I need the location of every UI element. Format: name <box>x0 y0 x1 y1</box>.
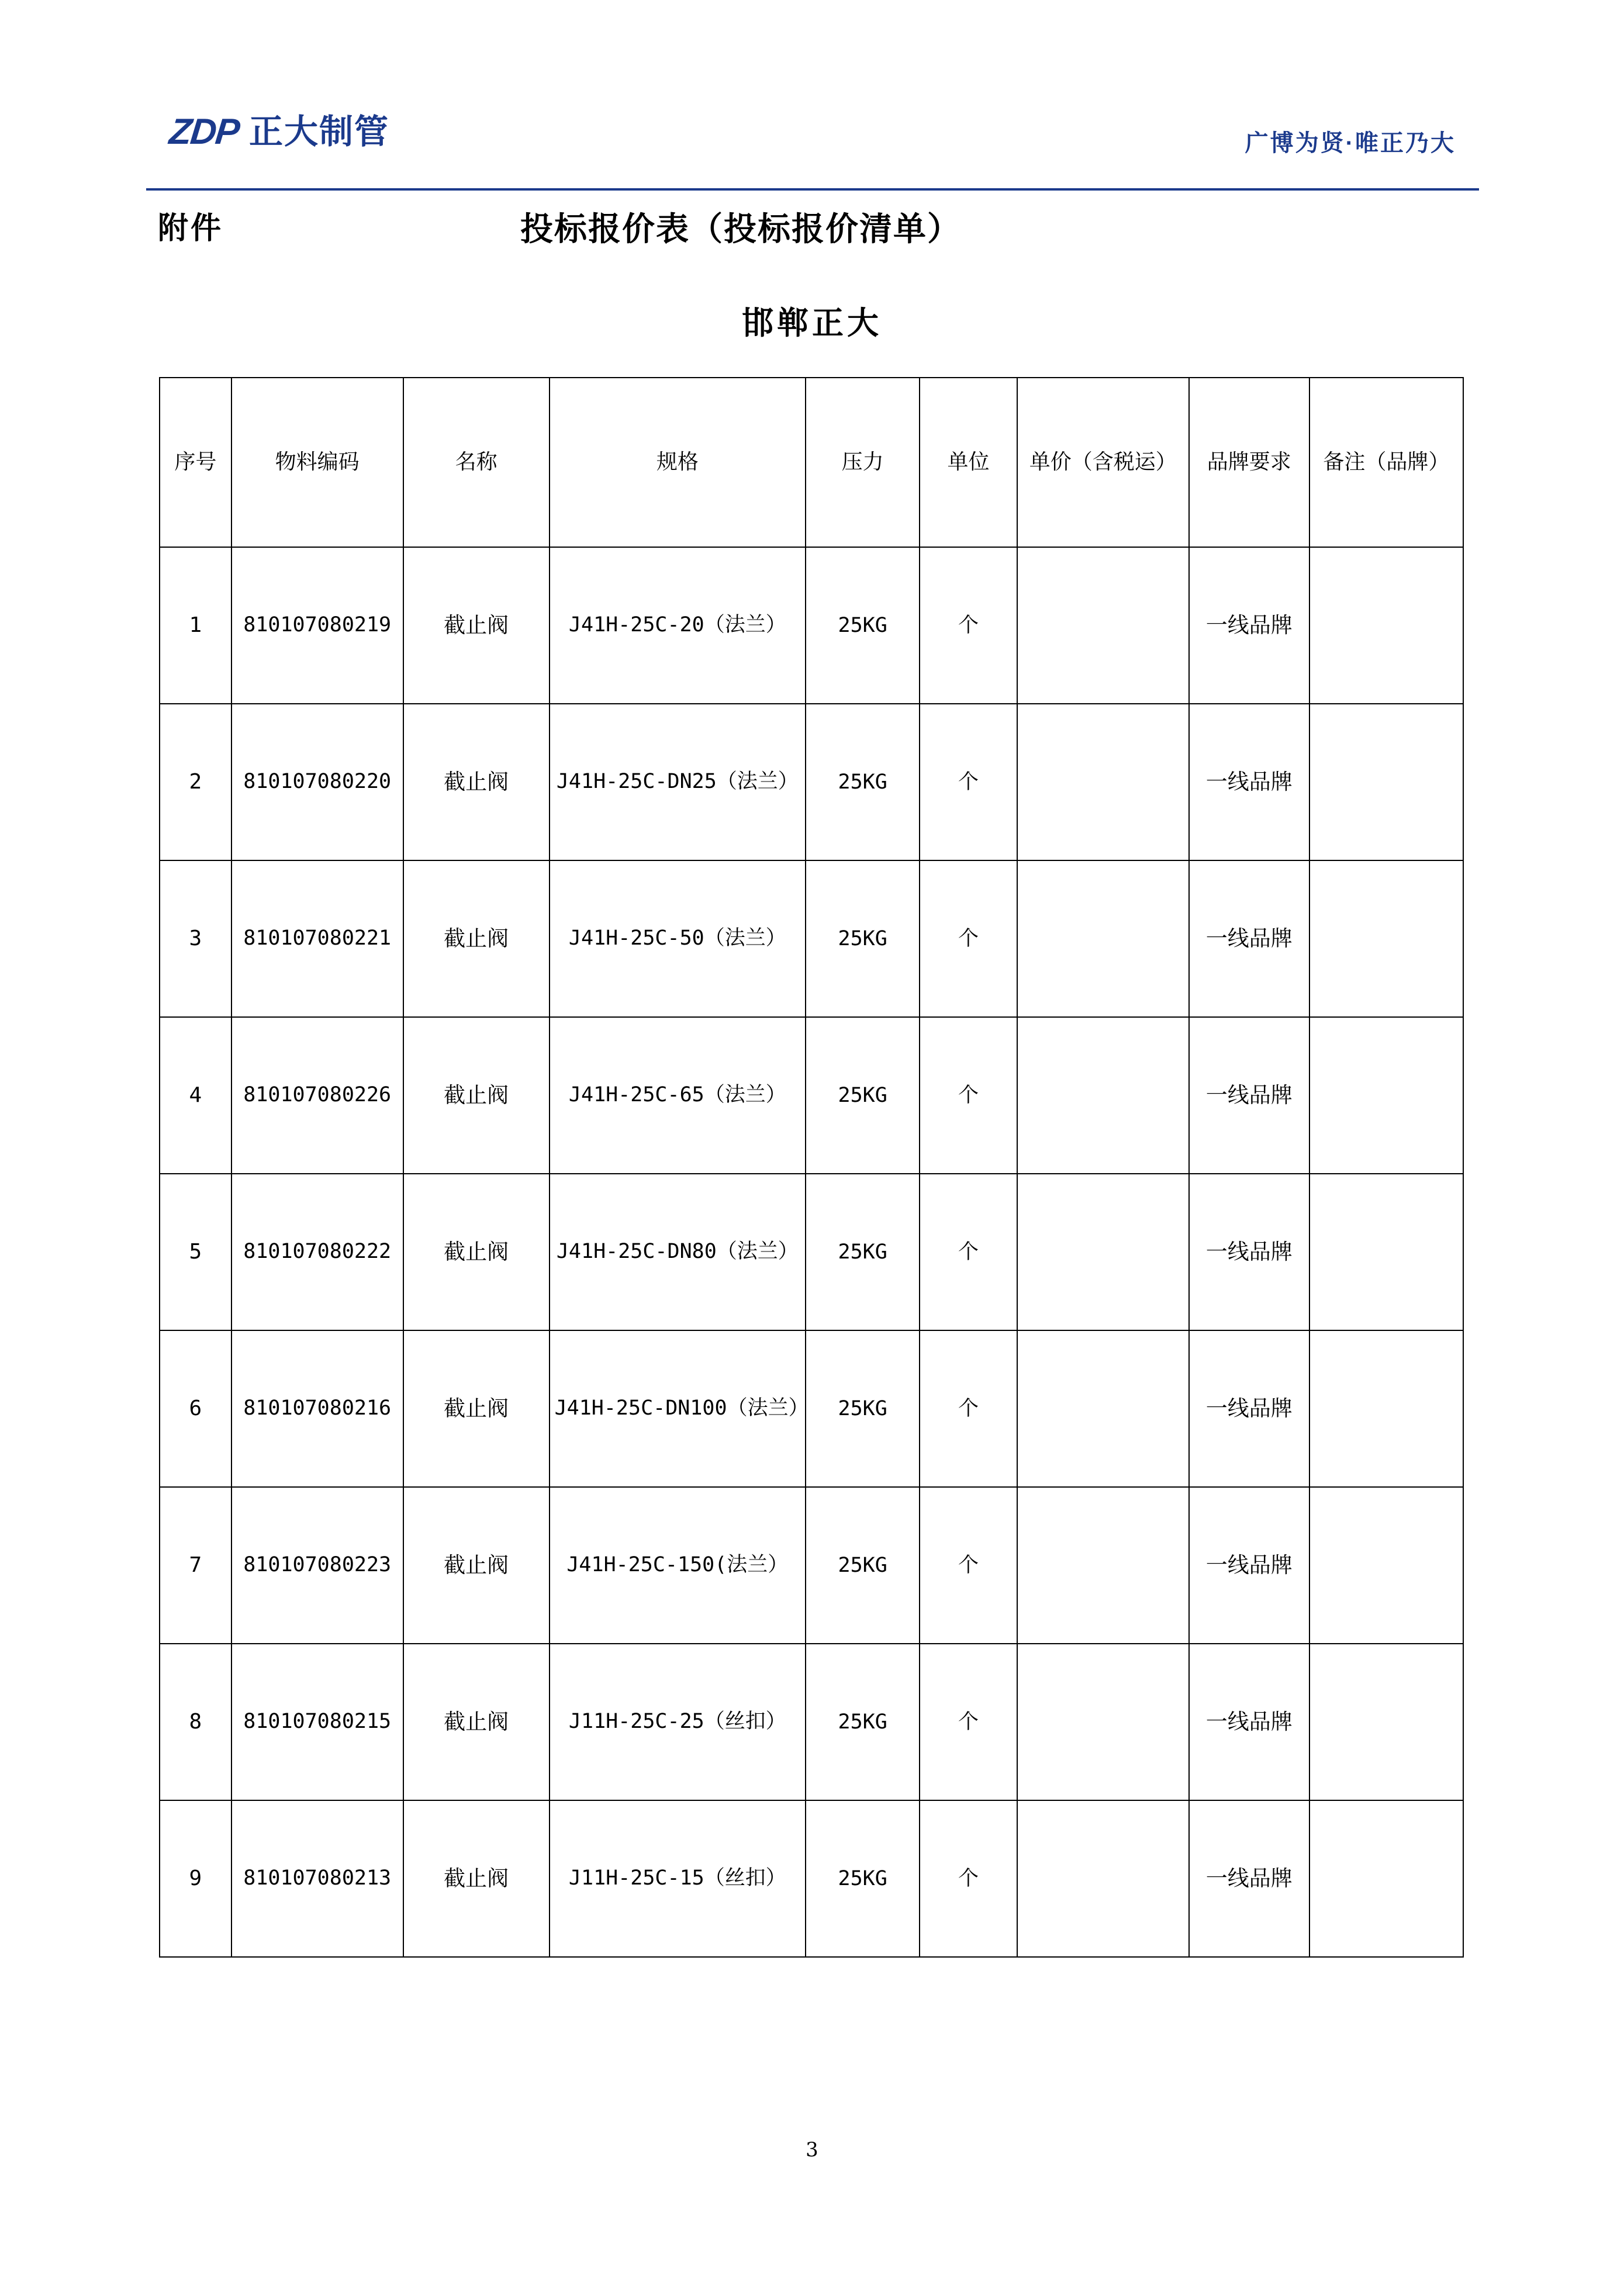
table-row <box>160 547 1463 704</box>
cell-brand-requirement: 一线品牌 <box>1189 1174 1309 1330</box>
cell-pressure: 25KG <box>806 1800 920 1957</box>
cell-brand-requirement: 一线品牌 <box>1189 1017 1309 1174</box>
cell-unit-price[interactable] <box>1017 1487 1189 1644</box>
table-row <box>160 1800 1463 1957</box>
company-logo <box>167 112 390 152</box>
cell-name: 截止阀 <box>403 1017 550 1174</box>
cell-spec: J11H-25C-25（丝扣） <box>550 1644 806 1800</box>
cell-name: 截止阀 <box>403 1174 550 1330</box>
header-index: 序号 <box>160 378 231 547</box>
cell-remark[interactable] <box>1309 704 1463 860</box>
cell-material-code: 810107080223 <box>231 1487 403 1644</box>
header-unit: 单位 <box>920 378 1017 547</box>
page-number: 3 <box>806 2138 818 2162</box>
cell-spec: J41H-25C-20（法兰） <box>550 547 806 704</box>
cell-remark[interactable] <box>1309 1330 1463 1487</box>
header-brand-requirement: 品牌要求 <box>1189 378 1309 547</box>
cell-brand-requirement: 一线品牌 <box>1189 704 1309 860</box>
table-row <box>160 1330 1463 1487</box>
logo-mark-zdp: ZDP <box>167 112 241 152</box>
header-pressure: 压力 <box>806 378 920 547</box>
bid-price-table <box>159 377 1464 1958</box>
cell-index: 6 <box>160 1330 231 1487</box>
table-row <box>160 1644 1463 1800</box>
cell-unit: 个 <box>920 1644 1017 1800</box>
cell-brand-requirement: 一线品牌 <box>1189 1330 1309 1487</box>
document-subtitle: 邯郸正大 <box>742 304 882 341</box>
cell-spec: J41H-25C-50（法兰） <box>550 860 806 1017</box>
cell-brand-requirement: 一线品牌 <box>1189 1644 1309 1800</box>
cell-name: 截止阀 <box>403 860 550 1017</box>
table-row <box>160 1017 1463 1174</box>
cell-unit: 个 <box>920 704 1017 860</box>
cell-unit: 个 <box>920 1017 1017 1174</box>
cell-spec: J41H-25C-DN25（法兰） <box>550 704 806 860</box>
cell-unit: 个 <box>920 1800 1017 1957</box>
cell-pressure: 25KG <box>806 1487 920 1644</box>
cell-material-code: 810107080220 <box>231 704 403 860</box>
cell-remark[interactable] <box>1309 1174 1463 1330</box>
cell-index: 4 <box>160 1017 231 1174</box>
cell-unit: 个 <box>920 1487 1017 1644</box>
cell-index: 2 <box>160 704 231 860</box>
cell-remark[interactable] <box>1309 1487 1463 1644</box>
cell-unit-price[interactable] <box>1017 704 1189 860</box>
cell-pressure: 25KG <box>806 860 920 1017</box>
page-title: 投标报价表（投标报价清单） <box>520 210 961 248</box>
header-material-code: 物料编码 <box>231 378 403 547</box>
attachment-label: 附件 <box>158 210 224 246</box>
cell-unit-price[interactable] <box>1017 1330 1189 1487</box>
cell-index: 5 <box>160 1174 231 1330</box>
cell-pressure: 25KG <box>806 704 920 860</box>
table-header <box>160 378 1463 547</box>
header-name: 名称 <box>403 378 550 547</box>
cell-unit: 个 <box>920 1330 1017 1487</box>
cell-index: 7 <box>160 1487 231 1644</box>
cell-remark[interactable] <box>1309 860 1463 1017</box>
cell-index: 3 <box>160 860 231 1017</box>
logo-company-name: 正大制管 <box>249 113 390 151</box>
cell-material-code: 810107080213 <box>231 1800 403 1957</box>
cell-name: 截止阀 <box>403 1330 550 1487</box>
table-body <box>160 547 1463 1957</box>
letterhead <box>167 112 1456 184</box>
cell-unit-price[interactable] <box>1017 1644 1189 1800</box>
cell-material-code: 810107080219 <box>231 547 403 704</box>
cell-remark[interactable] <box>1309 1017 1463 1174</box>
header-divider <box>146 188 1479 191</box>
cell-index: 8 <box>160 1644 231 1800</box>
cell-spec: J41H-25C-DN100（法兰） <box>550 1330 806 1487</box>
cell-material-code: 810107080215 <box>231 1644 403 1800</box>
cell-name: 截止阀 <box>403 1644 550 1800</box>
cell-unit-price[interactable] <box>1017 860 1189 1017</box>
cell-brand-requirement: 一线品牌 <box>1189 860 1309 1017</box>
cell-brand-requirement: 一线品牌 <box>1189 547 1309 704</box>
cell-unit-price[interactable] <box>1017 1174 1189 1330</box>
cell-name: 截止阀 <box>403 1800 550 1957</box>
header-spec: 规格 <box>550 378 806 547</box>
cell-unit-price[interactable] <box>1017 1800 1189 1957</box>
cell-index: 9 <box>160 1800 231 1957</box>
title-row <box>146 203 1479 256</box>
cell-brand-requirement: 一线品牌 <box>1189 1487 1309 1644</box>
table-row <box>160 704 1463 860</box>
cell-unit: 个 <box>920 1174 1017 1330</box>
cell-pressure: 25KG <box>806 1174 920 1330</box>
table-row <box>160 860 1463 1017</box>
cell-material-code: 810107080222 <box>231 1174 403 1330</box>
table-header-row <box>160 378 1463 547</box>
cell-remark[interactable] <box>1309 1644 1463 1800</box>
cell-unit: 个 <box>920 860 1017 1017</box>
cell-material-code: 810107080221 <box>231 860 403 1017</box>
cell-unit-price[interactable] <box>1017 1017 1189 1174</box>
cell-name: 截止阀 <box>403 547 550 704</box>
cell-remark[interactable] <box>1309 1800 1463 1957</box>
cell-material-code: 810107080226 <box>231 1017 403 1174</box>
cell-pressure: 25KG <box>806 1330 920 1487</box>
cell-pressure: 25KG <box>806 1644 920 1800</box>
cell-name: 截止阀 <box>403 1487 550 1644</box>
table-row <box>160 1174 1463 1330</box>
cell-spec: J41H-25C-150(法兰） <box>550 1487 806 1644</box>
cell-material-code: 810107080216 <box>231 1330 403 1487</box>
cell-pressure: 25KG <box>806 1017 920 1174</box>
cell-pressure: 25KG <box>806 547 920 704</box>
cell-unit: 个 <box>920 547 1017 704</box>
cell-index: 1 <box>160 547 231 704</box>
cell-brand-requirement: 一线品牌 <box>1189 1800 1309 1957</box>
table-row <box>160 1487 1463 1644</box>
cell-name: 截止阀 <box>403 704 550 860</box>
header-unit-price: 单价（含税运） <box>1017 378 1189 547</box>
company-slogan: 广博为贤·唯正乃大 <box>1245 130 1456 156</box>
cell-spec: J11H-25C-15（丝扣） <box>550 1800 806 1957</box>
cell-unit-price[interactable] <box>1017 547 1189 704</box>
header-remark: 备注（品牌） <box>1309 378 1463 547</box>
bid-table-container <box>159 377 1464 1958</box>
cell-spec: J41H-25C-DN80（法兰） <box>550 1174 806 1330</box>
cell-remark[interactable] <box>1309 547 1463 704</box>
cell-spec: J41H-25C-65（法兰） <box>550 1017 806 1174</box>
